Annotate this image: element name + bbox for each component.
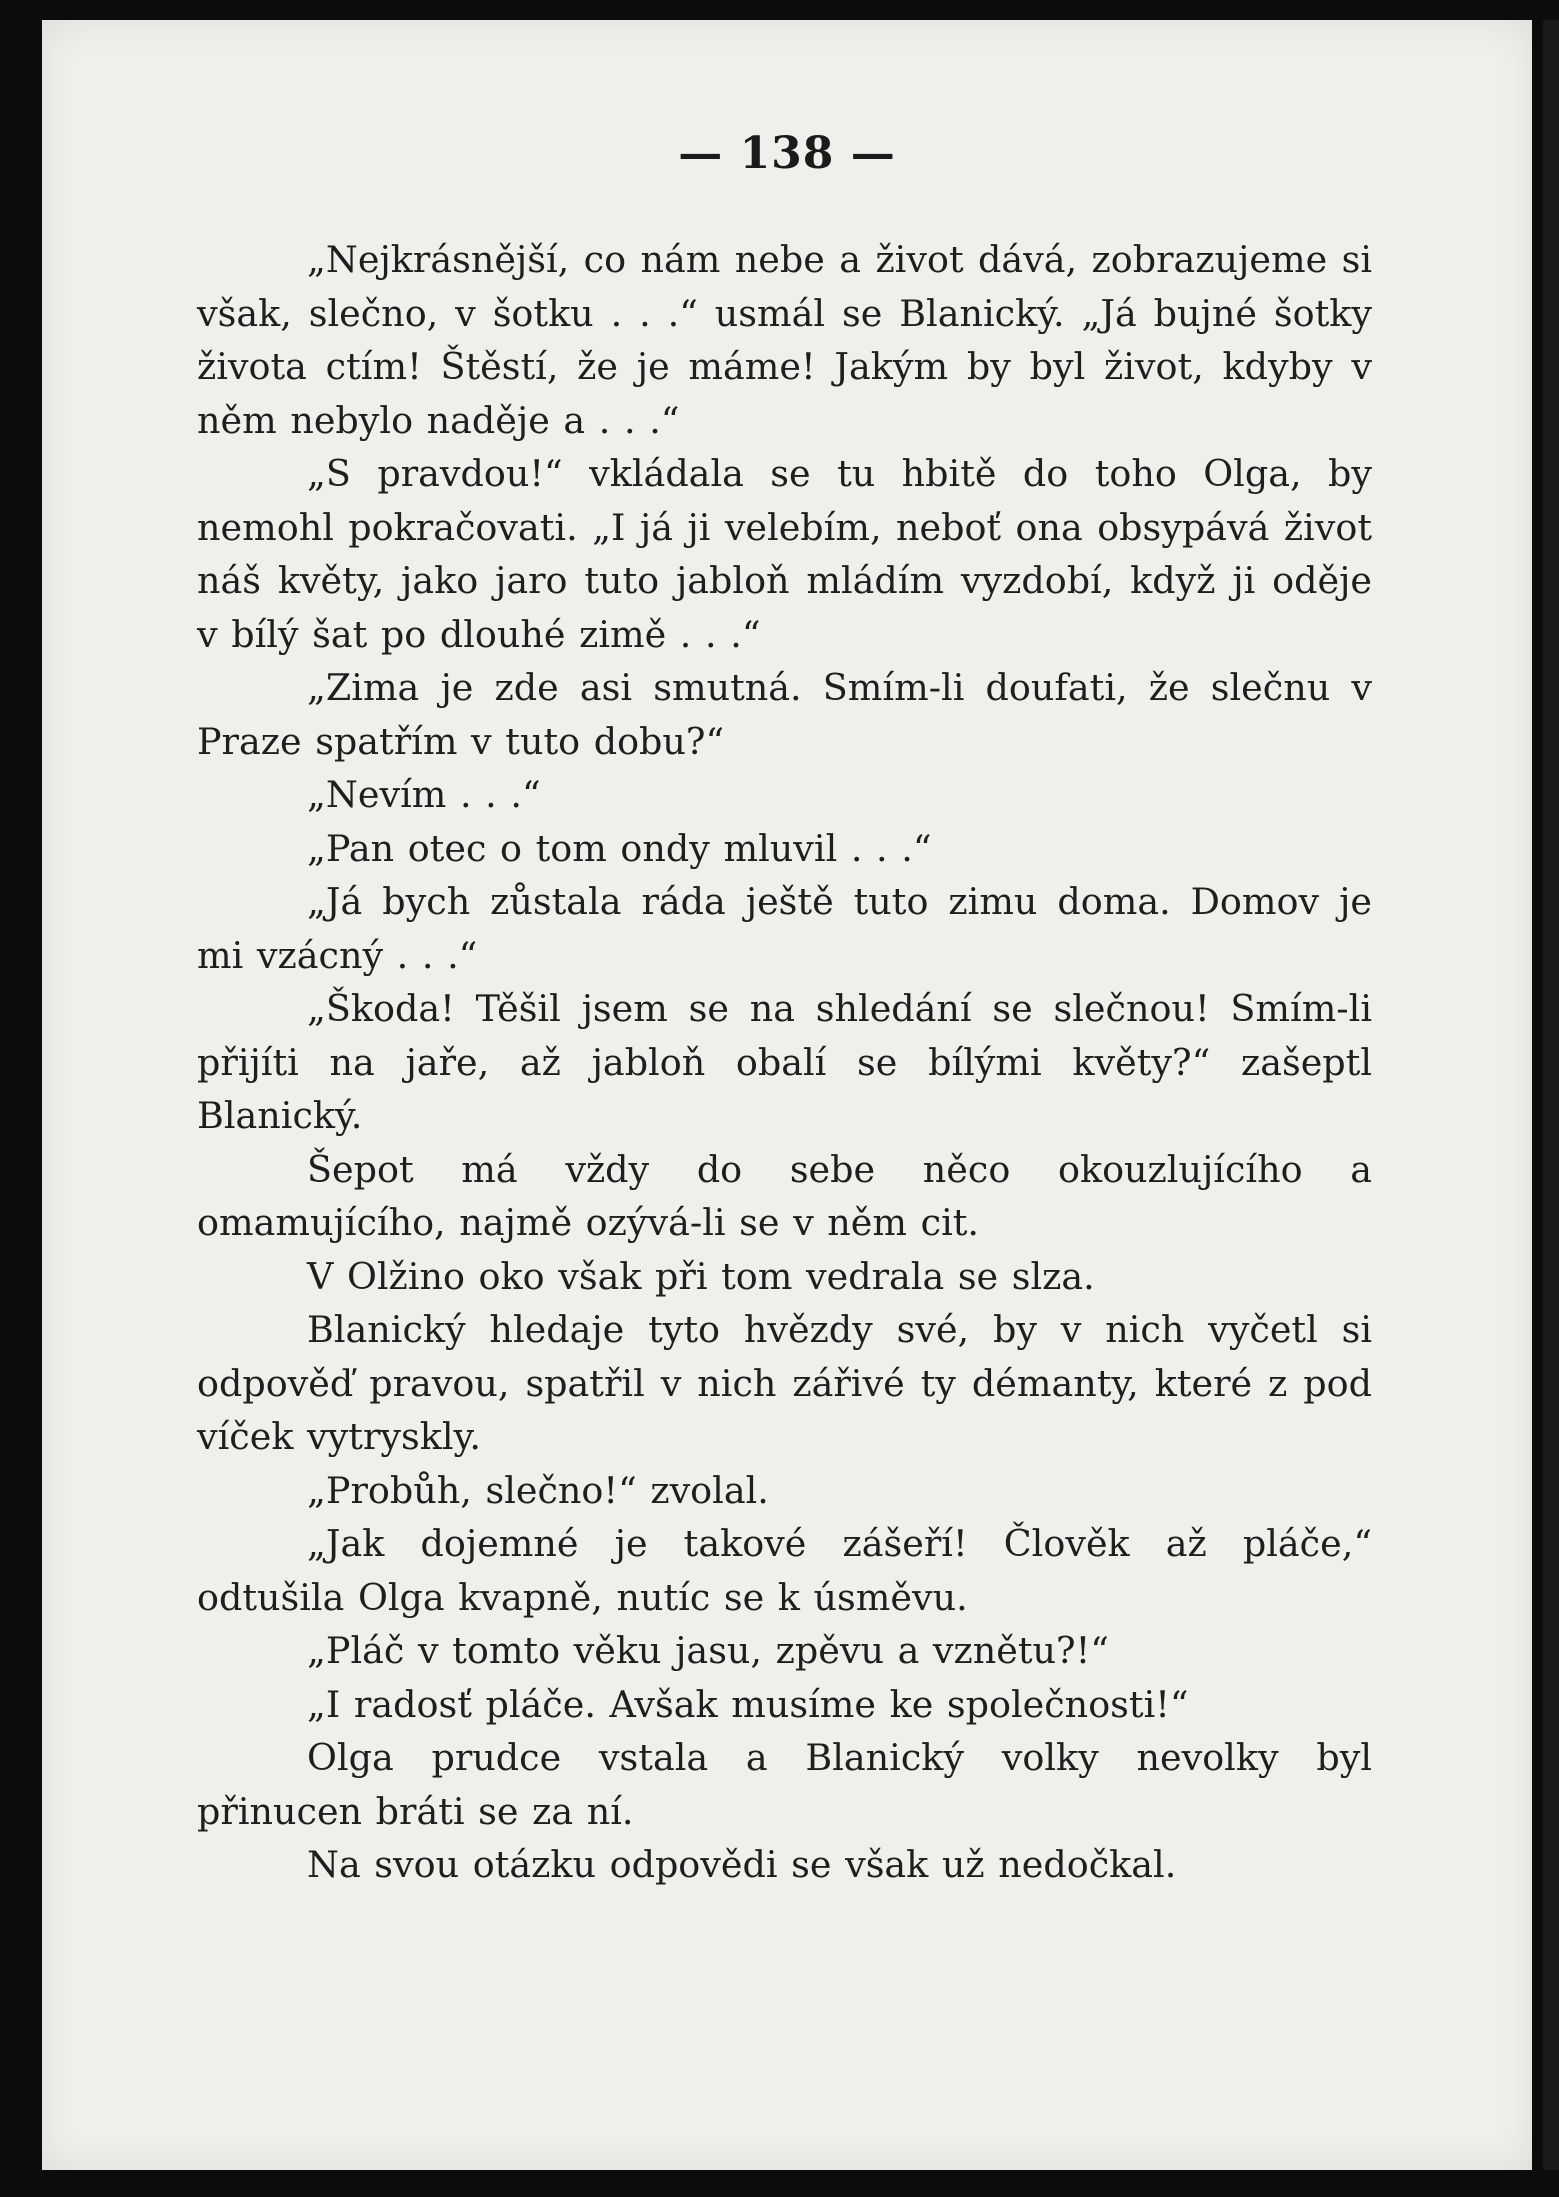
paragraph: V Olžino oko však při tom vedrala se slza. (307, 1254, 1095, 1298)
page-number: — 138 — (678, 128, 896, 179)
paragraph: „S pravdou!“ vkládala se tu hbitě do toho Olga, by nemohl pokračovati. „I já ji velebím, neboť ona obsypává život náš květy, jako jaro tuto jabloň mládím vyzdobí, když ji oděje v bílý šat po dlouhé zimě . . .“ (197, 452, 1372, 656)
paragraph: „Pan otec o tom ondy mluvil . . .“ (307, 826, 932, 870)
paragraph: Olga prudce vstala a Blanický volky nevolky byl přinucen bráti se za ní. (197, 1736, 1372, 1833)
paragraph: „Nevím . . .“ (307, 773, 541, 816)
paragraph: „Jak dojemné je takové zášeří! Člověk až pláče,“ odtušila Olga kvapně, nutíc se k úsměvu. (197, 1522, 1372, 1619)
paragraph: „Já bych zůstala ráda ještě tuto zimu doma. Domov je mi vzácný . . .“ (197, 880, 1372, 977)
paragraph: Blanický hledaje tyto hvězdy své, by v nich vyčetl si odpověď pravou, spatřil v nich zářivé ty démanty, které z pod víček vytryskly. (197, 1308, 1372, 1458)
body-text (197, 233, 1372, 1892)
paragraph: „Probůh, slečno!“ zvolal. (307, 1468, 769, 1512)
paragraph: „Pláč v tomto věku jasu, zpěvu a vznětu?!“ (307, 1629, 1109, 1672)
paragraph: „Škoda! Těšil jsem se na shledání se slečnou! Smím-li přijíti na jaře, až jabloň obalí se bílými květy?“ zašeptl Blanický. (197, 987, 1372, 1137)
paragraph: „Nejkrásnější, co nám nebe a život dává, zobrazujeme si však, slečno, v šotku . . .“ usmál se Blanický. „Já bujné šotky života ctím! Štěstí, že je máme! Jakým by byl život, kdyby v něm nebylo naděje a . . .“ (197, 238, 1372, 442)
paragraph: „I radosť pláče. Avšak musíme ke společnosti!“ (307, 1682, 1189, 1726)
book-page (42, 20, 1532, 2170)
paragraph: Na svou otázku odpovědi se však už nedočkal. (307, 1843, 1177, 1886)
book-spine-edge (1543, 20, 1559, 2170)
paragraph: „Zima je zde asi smutná. Smím-li doufati, že slečnu v Praze spatřím v tuto dobu?“ (197, 666, 1372, 763)
paragraph: Šepot má vždy do sebe něco okouzlujícího a omamujícího, najmě ozývá-li se v něm cit. (197, 1147, 1372, 1244)
